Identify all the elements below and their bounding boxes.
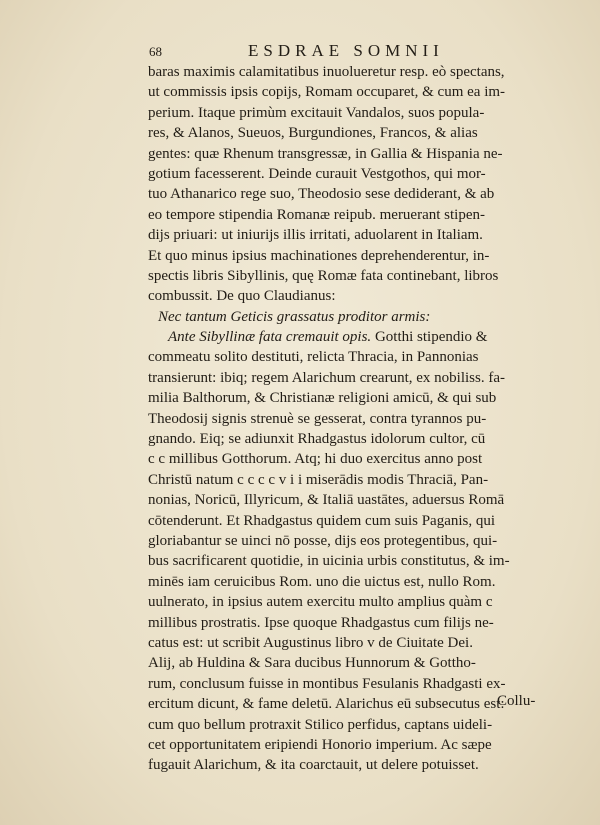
text-line: gentes: quæ Rhenum transgressæ, in Gallia & Hispania ne- — [148, 145, 503, 162]
text-line: c c millibus Gotthorum. Atq; hi duo exercitus anno post — [148, 451, 483, 468]
text-line: fugauit Alarichum, & ita coarctauit, ut delere potuisset. — [148, 757, 479, 774]
text-line: Alij, ab Huldina & Sara ducibus Hunnorum & Gottho- — [148, 655, 476, 672]
catchword: Collu- — [497, 693, 536, 709]
text-line: dijs priuari: ut iniurijs illis irritati, aduolarent in Italiam. — [148, 227, 483, 244]
text-line: nonias, Noricū, Illyricum, & Italiā uastātes, aduersus Romā — [148, 492, 505, 509]
verse-text: Ante Sibyllinæ fata cremauit opis. — [168, 329, 372, 346]
text-line-tail: Gotthi stipendio & — [371, 329, 488, 346]
text-line: Christū natum c c c c v i i miserādis modis Thraciā, Pan- — [148, 471, 489, 488]
text-line: baras maximis calamitatibus inuolueretur resp. eò spectans, — [148, 64, 505, 80]
text-line: Et quo minus ipsius machinationes deprehenderentur, in- — [148, 247, 490, 264]
text-line: ercitum dicunt, & fame deletū. Alarichus eū subsecutus est: — [148, 696, 505, 713]
page-number: 68 — [149, 44, 162, 59]
text-line: perium. Itaque primùm excitauit Vandalos, suos popula- — [148, 104, 485, 121]
text-line: cōtenderunt. Et Rhadgastus quidem cum suis Paganis, qui — [148, 512, 496, 529]
text-line: millibus prostratis. Ipse quoque Rhadgastus cum filijs ne- — [148, 614, 494, 631]
text-line: cet opportunitatem eripiendi Honorio imperium. Ac sæpe — [148, 736, 492, 753]
text-line: ut commissis ipsis copijs, Romam occuparet, & cum ea im- — [148, 84, 506, 101]
text-line: minēs iam ceruicibus Rom. uno die uictus est, nullo Rom. — [148, 573, 496, 590]
text-line: Theodosij signis strenuè se gesserat, contra tyrannos pu- — [148, 410, 487, 427]
text-line: gotium facesserent. Deinde curauit Vestgothos, qui mor- — [148, 165, 486, 182]
text-line: cum quo bellum protraxit Stilico perfidus, captans uideli- — [148, 716, 493, 733]
text-line: catus est: ut scribit Augustinus libro v de Ciuitate Dei. — [148, 634, 473, 651]
text-line: transierunt: ibiq; regem Alarichum crearunt, ex nobiliss. fa- — [148, 369, 505, 386]
text-line: gnando. Eiq; se adiunxit Rhadgastus idolorum cultor, cū — [148, 431, 486, 448]
text-line: commeatu solito destituti, relicta Thracia, in Pannonias — [148, 349, 479, 366]
verse-line — [148, 327, 548, 347]
text-line: spectis libris Sibyllinis, quę Romæ fata continebant, libros — [148, 267, 499, 284]
text-line: res, & Alanos, Sueuos, Burgundiones, Francos, & alias — [148, 125, 478, 142]
text-line: gloriabantur se uinci nō posse, dijs eos protegentibus, qui- — [148, 532, 498, 549]
text-line: rum, conclusum fuisse in montibus Fesulanis Rhadgasti ex- — [148, 675, 506, 692]
text-line: milia Balthorum, & Christianæ religioni amicū, & qui sub — [148, 390, 497, 407]
body-text — [148, 62, 548, 776]
text-line: combussit. De quo Claudianus: — [148, 288, 336, 305]
running-header: ESDRAE SOMNII — [248, 41, 444, 60]
text-line: uulnerato, in ipsius autem exercitu multo amplius quàm c — [148, 594, 493, 611]
verse-line: Nec tantum Geticis grassatus proditor armis: — [158, 308, 431, 325]
text-line: bus sacrificarent quotidie, in uicinia urbis constitutus, & im- — [148, 553, 510, 570]
text-line: tuo Athanarico rege suo, Theodosio sese dediderant, & ab — [148, 186, 495, 203]
text-line: eo tempore stipendia Romanæ reipub. meruerant stipen- — [148, 206, 485, 223]
